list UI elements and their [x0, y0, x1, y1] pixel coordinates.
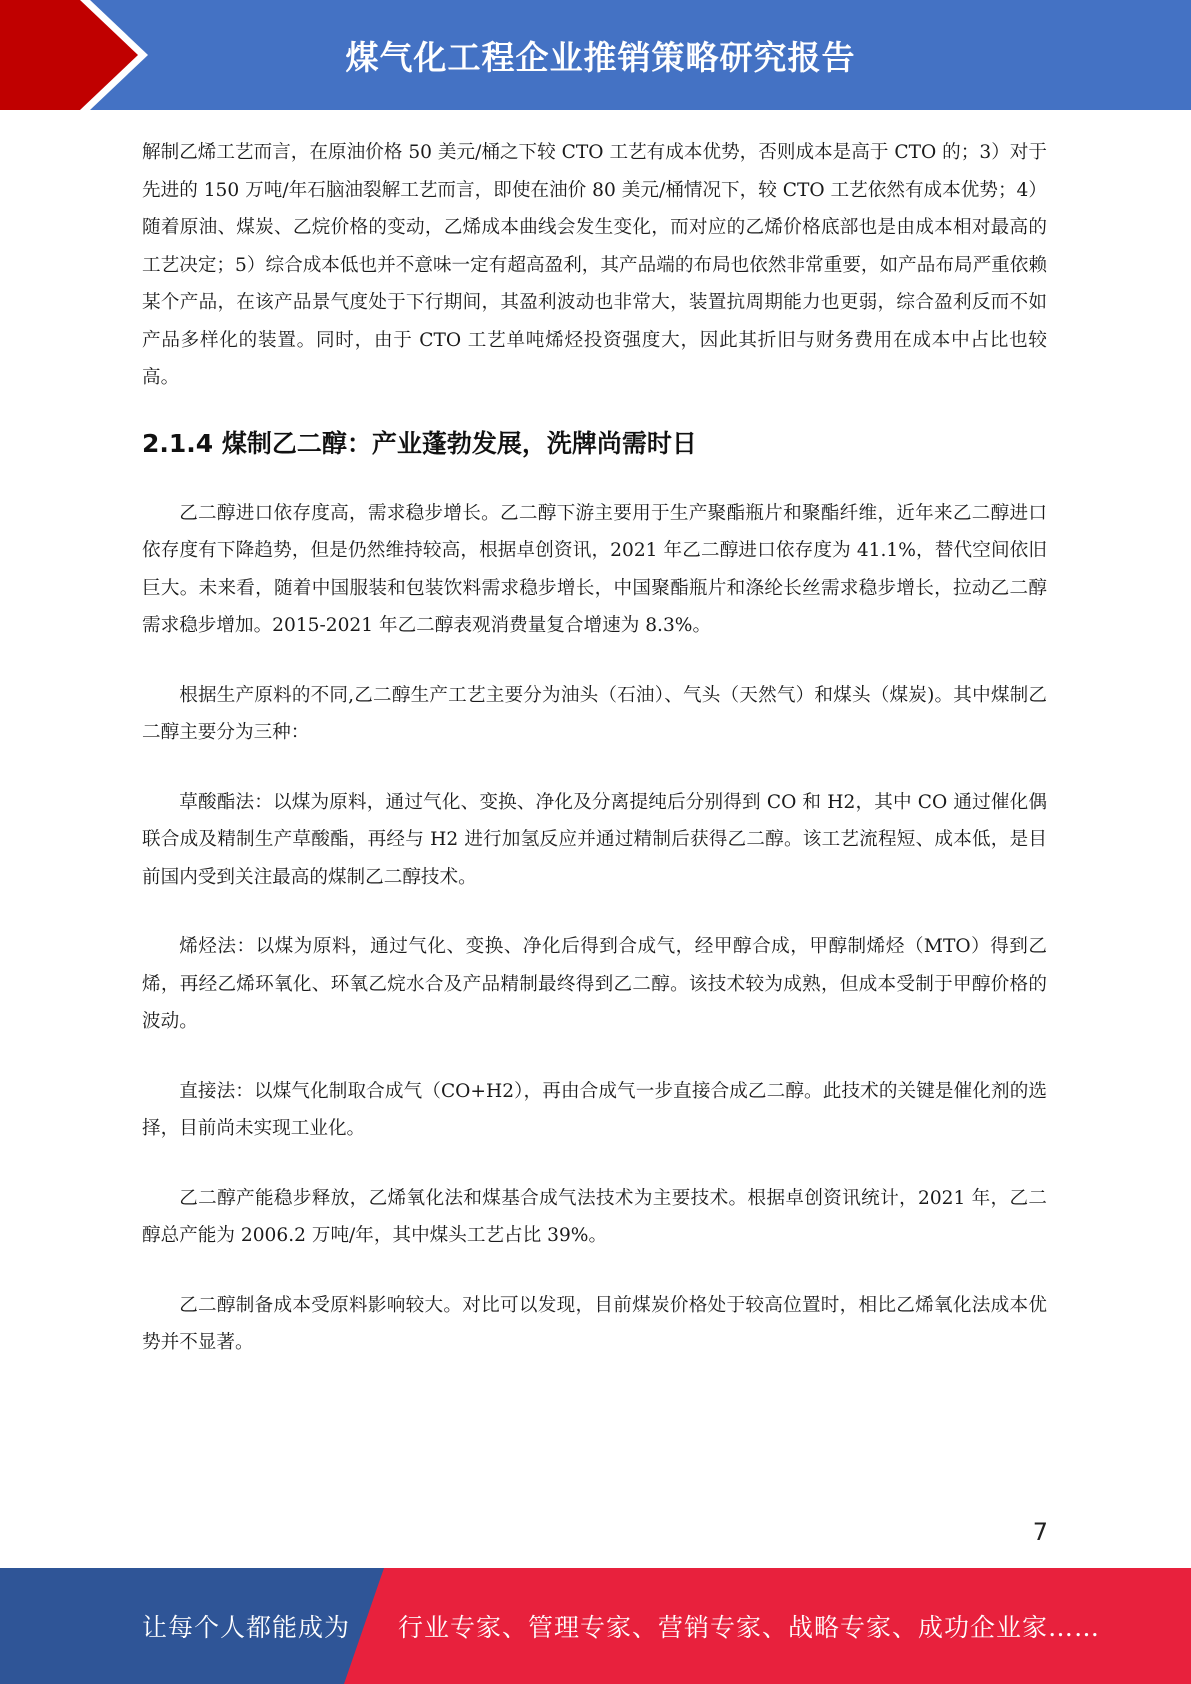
report-title: 煤气化工程企业推销策略研究报告	[345, 37, 856, 77]
paragraph-import-dependence: 乙二醇进口依存度高，需求稳步增长。乙二醇下游主要用于生产聚酯瓶片和聚酯纤维，近年来乙二醇进口依存度有下降趋势，但是仍然维持较高，根据卓创资讯，2021 年乙二醇进口依存度为 41.1%，替代空间依旧巨大。未来看，随着中国服装和包装饮料需求稳步增长，中国聚酯瓶片和涤纶长丝需求稳步增长，拉动乙二醇需求稳步增加。2015-2021 年乙二醇表观消费量复合增速为 8.3%。	[142, 502, 1047, 636]
paragraph-olefin-method: 烯烃法：以煤为原料，通过气化、变换、净化后得到合成气，经甲醇合成，甲醇制烯烃（MTO）得到乙烯，再经乙烯环氧化、环氧乙烷水合及产品精制最终得到乙二醇。该技术较为成熟，但成本受制于甲醇价格的波动。	[142, 936, 1047, 1032]
paragraph-cost: 乙二醇制备成本受原料影响较大。对比可以发现，目前煤炭价格处于较高位置时，相比乙烯氧化法成本优势并不显著。	[142, 1294, 1047, 1353]
page-number: 7	[1032, 1518, 1048, 1546]
continued-paragraph: 解制乙烯工艺而言，在原油价格 50 美元/桶之下较 CTO 工艺有成本优势，否则成本是高于 CTO 的；3）对于先进的 150 万吨/年石脑油裂解工艺而言，即使在油价 80 美元/桶情况下，较 CTO 工艺依然有成本优势；4）随着原油、煤炭、乙烷价格的变动，乙烯成本曲线会发生变化，而对应的乙烯价格底部也是由成本相对最高的工艺决定；5）综合成本低也并不意味一定有超高盈利，其产品端的布局也依然非常重要，如产品布局严重依赖某个产品，在该产品景气度处于下行期间，其盈利波动也非常大，装置抗周期能力也更弱，综合盈利反而不如产品多样化的装置。同时，由于 CTO 工艺单吨烯烃投资强度大，因此其折旧与财务费用在成本中占比也较高。	[142, 142, 1047, 388]
paragraph-process-types: 根据生产原料的不同,乙二醇生产工艺主要分为油头（石油）、气头（天然气）和煤头（煤炭)。其中煤制乙二醇主要分为三种：	[142, 684, 1047, 743]
footer-slogan-right: 行业专家、管理专家、营销专家、战略专家、成功企业家……	[398, 1613, 1101, 1642]
document-body	[142, 134, 1047, 1362]
paragraph-oxalate-method: 草酸酯法：以煤为原料，通过气化、变换、净化及分离提纯后分别得到 CO 和 H2，其中 CO 通过催化偶联合成及精制生产草酸酯，再经与 H2 进行加氢反应并通过精制后获得乙二醇。该工艺流程短、成本低，是目前国内受到关注最高的煤制乙二醇技术。	[142, 791, 1047, 888]
section-heading: 2.1.4 煤制乙二醇：产业蓬勃发展，洗牌尚需时日	[142, 428, 697, 458]
footer-slogan-left: 让每个人都能成为	[142, 1613, 351, 1642]
page-footer-banner	[0, 1568, 1191, 1684]
paragraph-direct-method: 直接法：以煤气化制取合成气（CO+H2），再由合成气一步直接合成乙二醇。此技术的关键是催化剂的选择，目前尚未实现工业化。	[142, 1080, 1047, 1139]
page-header-banner	[0, 0, 1191, 110]
paragraph-capacity: 乙二醇产能稳步释放，乙烯氧化法和煤基合成气法技术为主要技术。根据卓创资讯统计，2021 年，乙二醇总产能为 2006.2 万吨/年，其中煤头工艺占比 39%。	[142, 1187, 1047, 1246]
